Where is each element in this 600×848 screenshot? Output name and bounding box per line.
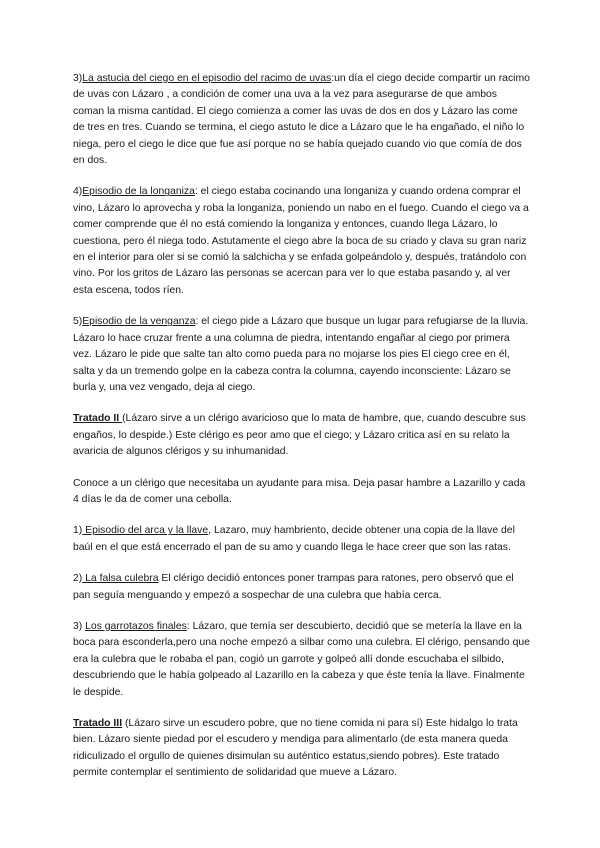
paragraph-garrotazos (73, 619, 530, 701)
paragraph-number: 1) (73, 525, 83, 537)
paragraph-falsa-culebra (73, 571, 530, 604)
paragraph-text: (Lázaro sirve un escudero pobre, que no tiene comida ni para sí) Este hidalgo lo trata bien. Lázaro siente piedad por el escudero y mendiga para alimentarlo (de esta manera queda ridiculizado el orgullo de quienes disimulan su auténtico estatus,siendo pobres). Este tratado permite contemplar el sentimiento de solidaridad que mueve a Lázaro. (73, 718, 518, 779)
tratado-heading: Tratado II (73, 413, 123, 425)
paragraph-number: 3) (73, 73, 83, 84)
paragraph-text: : el ciego pide a Lázaro que busque un lugar para refugiarse de la lluvia. Lázaro lo hace cruzar frente a una columna de piedra, intentando engañar al ciego por primera vez. Lázaro le pide que salte tan alto como pueda para no mojarse los pies El ciego cree en él, salta y da un tremendo golpe en la cabeza contra la columna, cayendo inconsciente: Lázaro se burla y, una vez vengado, deja al ciego. (73, 316, 529, 393)
paragraph-text: Conoce a un clérigo que necesitaba un ayudante para misa. Deja pasar hambre a Lazarillo y cada 4 días le da de comer una cebolla. (73, 477, 526, 505)
tratado-heading: Tratado III (73, 718, 123, 729)
section-heading: La astucia del ciego en el episodio del racimo de uvas (82, 73, 332, 84)
paragraph-number: 2) (73, 573, 83, 585)
paragraph-number: 3) (73, 620, 86, 632)
section-heading: La falsa culebra (82, 573, 159, 585)
paragraph-longaniza (73, 184, 530, 299)
paragraph-clerigo-intro (73, 476, 530, 509)
section-heading: Episodio del arca y la llave (82, 525, 209, 537)
paragraph-racimo-de-uvas (73, 71, 530, 169)
paragraph-tratado-ii (73, 411, 530, 460)
paragraph-text: : Lázaro, que temía ser descubierto, decidió que se metería la llave en la boca para esconderla,pero una noche empezó a silbar como una culebra. El clérigo, pensando que era la culebra que le robaba el pan, cogió un garrote y golpeó allí donde escuchaba el silbido, descubriendo que le había golpeado al Lazarillo en la cabeza y que éste tenía la llave. Finalmente le despide. (73, 620, 530, 698)
paragraph-text: (Lázaro sirve a un clérigo avaricioso que lo mata de hambre, que, cuando descubre sus engaños, lo despide.) Este clérigo es peor amo que el ciego; y Lázaro critica así en su relato la avaricia de algunos clérigos y su inhumanidad. (73, 413, 526, 458)
paragraph-arca-llave (73, 523, 530, 556)
paragraph-number: 4) (73, 186, 83, 198)
paragraph-venganza (73, 314, 530, 396)
paragraph-tratado-iii (73, 716, 530, 782)
paragraph-text: : el ciego estaba cocinando una longaniza y cuando ordena comprar el vino, Lázaro lo aprovecha y roba la longaniza, poniendo un nabo en el fuego. Cuando el ciego va a comer comprende que él no está comiendo la longaniza y entonces, cuando llega Lázaro, lo cuestiona, pero él niega todo. Astutamente el ciego abre la boca de su criado y clava su gran nariz en el interior para oler si se comió la salchicha y se enfada golpeándolo y, después, tratándolo con vino. Por los gritos de Lázaro las personas se acercan para ver lo que estaba pasando y, al ver esta escena, todos ríen. (73, 186, 529, 296)
section-heading: Los garrotazos finales (85, 620, 187, 632)
section-heading: Episodio de la longaniza (82, 186, 195, 198)
paragraph-text: El clérigo decidió entonces poner trampas para ratones, pero observó que el pan seguía menguando y empezó a sospechar de una culebra que había cerca. (73, 573, 514, 601)
section-heading: Episodio de la venganza (82, 316, 196, 328)
paragraph-text: , Lazaro, muy hambriento, decide obtener una copia de la llave del baúl en el que está encerrado el pan de su amo y cuando llega le hace creer que son las ratas. (73, 525, 515, 553)
paragraph-number: 5) (73, 316, 83, 328)
paragraph-text: :un día el ciego decide compartir un racimo de uvas con Lázaro , a condición de comer una uva a la vez para asegurarse de que ambos coman la misma cantidad. El ciego comienza a comer las uvas de dos en dos y Lázaro las come de tres en tres. Cuando se termina, el ciego astuto le dice a Lázaro que le ha engañado, el niño lo niega, pero el ciego le dice que fue así porque no se había quejado cuando vio que comía de dos en dos. (73, 73, 530, 167)
